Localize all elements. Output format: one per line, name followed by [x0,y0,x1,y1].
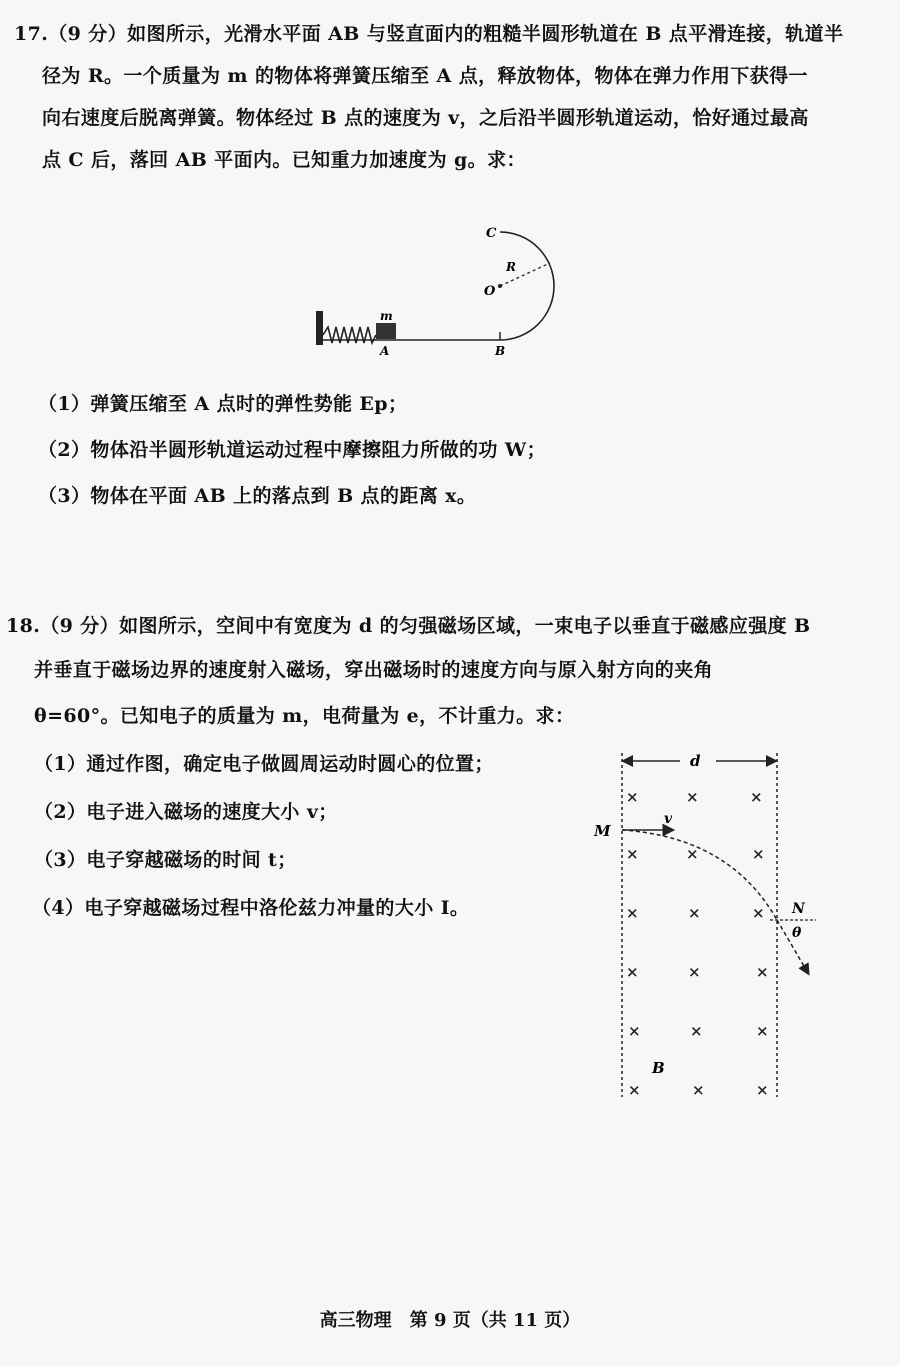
field-cross: × [750,788,763,806]
q18-sub-4: （4）电子穿越磁场过程中洛伦兹力冲量的大小 I。 [32,897,470,919]
wall [316,311,323,345]
field-cross: × [756,1022,769,1040]
q17-figure [300,215,600,365]
field-cross: × [628,1022,641,1040]
label-A: A [380,344,390,358]
q17-sub-2: （2）物体沿半圆形轨道运动过程中摩擦阻力所做的功 W； [38,439,546,461]
semicircle-track [500,232,554,340]
label-B-field: B [652,1059,665,1077]
q18-stem-line-3: θ=60°。已知电子的质量为 m，电荷量为 e，不计重力。求： [34,705,575,727]
field-cross: × [626,963,639,981]
field-cross: × [692,1081,705,1099]
q18-sub-3: （3）电子穿越磁场的时间 t； [34,849,297,871]
label-d: d [690,752,701,770]
label-theta: θ [792,925,802,941]
field-cross: × [626,904,639,922]
label-B: B [495,344,506,358]
q18-stem-line-2: 并垂直于磁场边界的速度射入磁场，穿出磁场时的速度方向与原入射方向的夹角 [34,659,714,681]
q18-figure [580,745,840,1110]
block-m [376,323,396,339]
q18-sub-2: （2）电子进入磁场的速度大小 v； [34,801,338,823]
field-cross: × [752,904,765,922]
label-v: v [664,811,673,827]
field-cross: × [756,1081,769,1099]
label-M: M [594,822,611,840]
q18-sub-1: （1）通过作图，确定电子做圆周运动时圆心的位置； [34,753,494,775]
q17-stem-line-2: 径为 R。一个质量为 m 的物体将弹簧压缩至 A 点，释放物体，物体在弹力作用下获得一 [42,65,808,87]
field-crosses [626,788,769,1099]
field-cross: × [686,788,699,806]
field-cross: × [752,845,765,863]
field-cross: × [628,1081,641,1099]
q17-sub-3: （3）物体在平面 AB 上的落点到 B 点的距离 x。 [38,485,477,507]
label-O: O [484,284,496,299]
field-cross: × [756,963,769,981]
page-footer: 高三物理 第 9 页（共 11 页） [319,1310,581,1331]
field-cross: × [626,788,639,806]
field-cross: × [690,1022,703,1040]
q17-sub-1: （1）弹簧压缩至 A 点时的弹性势能 Ep； [38,393,408,415]
label-R: R [506,260,516,274]
q17-stem-line-3: 向右速度后脱离弹簧。物体经过 B 点的速度为 v，之后沿半圆形轨道运动，恰好通过最高 [42,107,809,129]
label-m: m [380,309,393,323]
label-C: C [486,226,497,241]
q17-stem-line-4: 点 C 后，落回 AB 平面内。已知重力加速度为 g。求： [42,149,526,171]
q17-stem-line-1: 17.（9 分）如图所示，光滑水平面 AB 与竖直面内的粗糙半圆形轨道在 B 点平滑连接，轨道半 [14,23,844,45]
field-cross: × [688,963,701,981]
label-N: N [792,901,805,917]
field-cross: × [686,845,699,863]
q18-stem-line-1: 18.（9 分）如图所示，空间中有宽度为 d 的匀强磁场区域，一束电子以垂直于磁感应强度 B [6,615,811,637]
field-cross: × [688,904,701,922]
field-cross: × [626,845,639,863]
center-dot [498,284,502,288]
